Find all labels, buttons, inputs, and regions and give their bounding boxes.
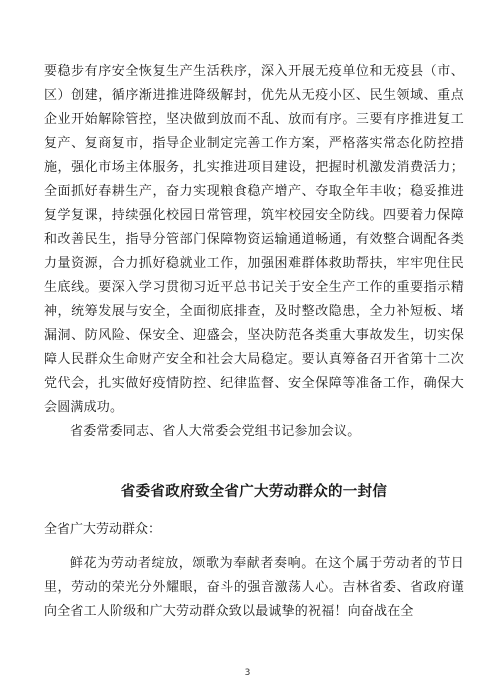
document-body [44, 60, 464, 624]
body-paragraph-continuation: 要稳步有序安全恢复生产生活秩序，深入开展无疫单位和无疫县（市、区）创建，循序渐进推进降级解封，优先从无疫小区、民生领域、重点企业开始解除管控，坚决做到放而不乱、放而有序。三要有序推进复工复产、复商复市，指导企业制定完善工作方案，严格落实常态化防控措施，强化市场主体服务，扎实推进项目建设，把握时机激发消费活力；全面抓好春耕生产，奋力实现粮食稳产增产、夺取全年丰收；稳妥推进复学复课，持续强化校园日常管理，筑牢校园安全防线。四要着力保障和改善民生，指导分管部门保障物资运输通道畅通，有效整合调配各类力量资源，合力抓好稳就业工作，加强困难群体救助帮扶，牢牢兜住民生底线。要深入学习贯彻习近平总书记关于安全生产工作的重要指示精神，统筹发展与安全，全面彻底排查，及时整改隐患，全力补短板、堵漏洞、防风险、保安全、迎盛会，坚决防范各类重大事故发生，切实保障人民群众生命财产安全和社会大局稳定。要认真筹备召开省第十二次党代会，扎实做好疫情防控、纪律监督、安全保障等准备工作，确保大会圆满成功。 [44, 64, 464, 415]
letter-salutation: 全省广大劳动群众： [44, 522, 162, 537]
letter-paragraph: 鲜花为劳动者绽放，颂歌为奉献者奏响。在这个属于劳动者的节日里，劳动的荣光分外耀眼，奋斗的强音激荡人心。吉林省委、省政府谨向全省工人阶级和广大劳动群众致以最诚挚的祝福！向奋战在全 [44, 556, 464, 619]
body-paragraph-attendance: 省委常委同志、省人大常委会党组书记参加会议。 [70, 424, 361, 439]
letter-title: 省委省政府致全省广大劳动群众的一封信 [120, 483, 388, 500]
page-number: 3 [244, 668, 251, 678]
